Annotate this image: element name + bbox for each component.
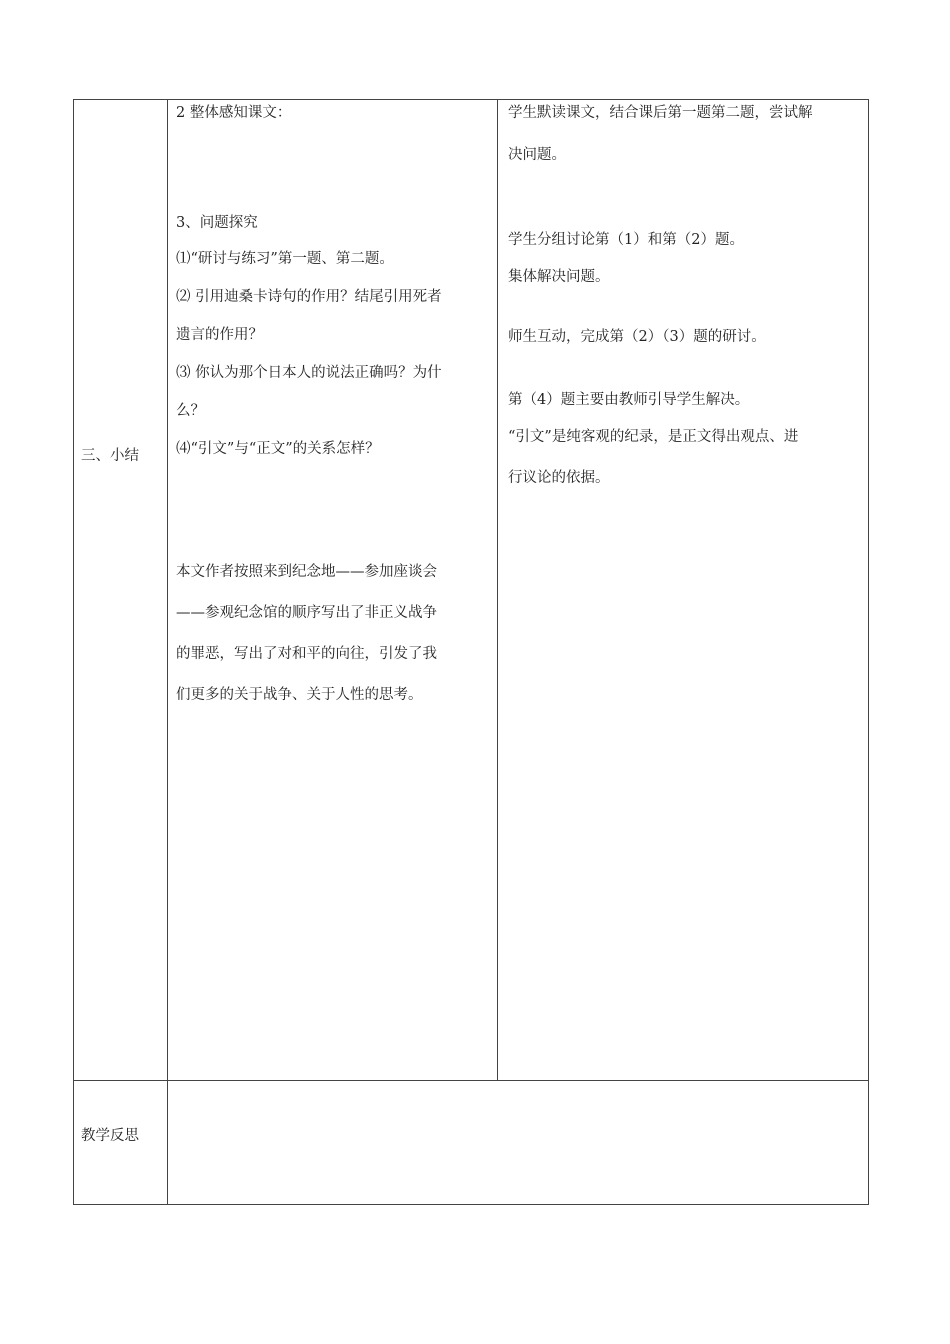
activity-3: 集体解决问题。 bbox=[508, 269, 610, 285]
table-top-border bbox=[73, 99, 869, 100]
question-1: ⑴“研讨与练习”第一题、第二题。 bbox=[176, 251, 394, 267]
item-problem-inquiry: 3、问题探究 bbox=[176, 215, 258, 231]
summary-line-2: ——参观纪念馆的顺序写出了非正义战争 bbox=[176, 605, 437, 621]
question-2-line-2: 遗言的作用？ bbox=[176, 327, 263, 343]
column-divider-2 bbox=[497, 99, 498, 1081]
activity-1-line-1: 学生默读课文，结合课后第一题第二题，尝试解 bbox=[508, 105, 813, 121]
summary-line-4: 们更多的关于战争、关于人性的思考。 bbox=[176, 687, 423, 703]
summary-line-3: 的罪恶，写出了对和平的向往，引发了我 bbox=[176, 646, 437, 662]
activity-4: 师生互动，完成第（2）（3）题的研讨。 bbox=[508, 329, 766, 345]
question-3-line-1: ⑶ 你认为那个日本人的说法正确吗？为什 bbox=[176, 365, 442, 381]
column-divider-1 bbox=[167, 99, 168, 1205]
row-divider bbox=[73, 1080, 869, 1081]
question-2-line-1: ⑵ 引用迪桑卡诗句的作用？结尾引用死者 bbox=[176, 289, 442, 305]
activity-6-line-1: “引文”是纯客观的纪录，是正文得出观点、进 bbox=[508, 429, 799, 445]
activity-5: 第（4）题主要由教师引导学生解决。 bbox=[508, 392, 750, 408]
table-right-border bbox=[868, 99, 869, 1205]
table-left-border bbox=[73, 99, 74, 1205]
item-overall-perception: 2 整体感知课文： bbox=[176, 105, 292, 121]
table-bottom-border bbox=[73, 1204, 869, 1205]
question-4: ⑷“引文”与“正文”的关系怎样？ bbox=[176, 441, 380, 457]
question-3-line-2: 么？ bbox=[176, 403, 205, 419]
summary-line-1: 本文作者按照来到纪念地——参加座谈会 bbox=[176, 564, 437, 580]
stage-label: 三、小结 bbox=[81, 448, 139, 464]
teaching-reflection-label: 教学反思 bbox=[81, 1128, 139, 1144]
activity-1-line-2: 决问题。 bbox=[508, 147, 566, 163]
activity-6-line-2: 行议论的依据。 bbox=[508, 470, 610, 486]
activity-2: 学生分组讨论第（1）和第（2）题。 bbox=[508, 232, 744, 248]
